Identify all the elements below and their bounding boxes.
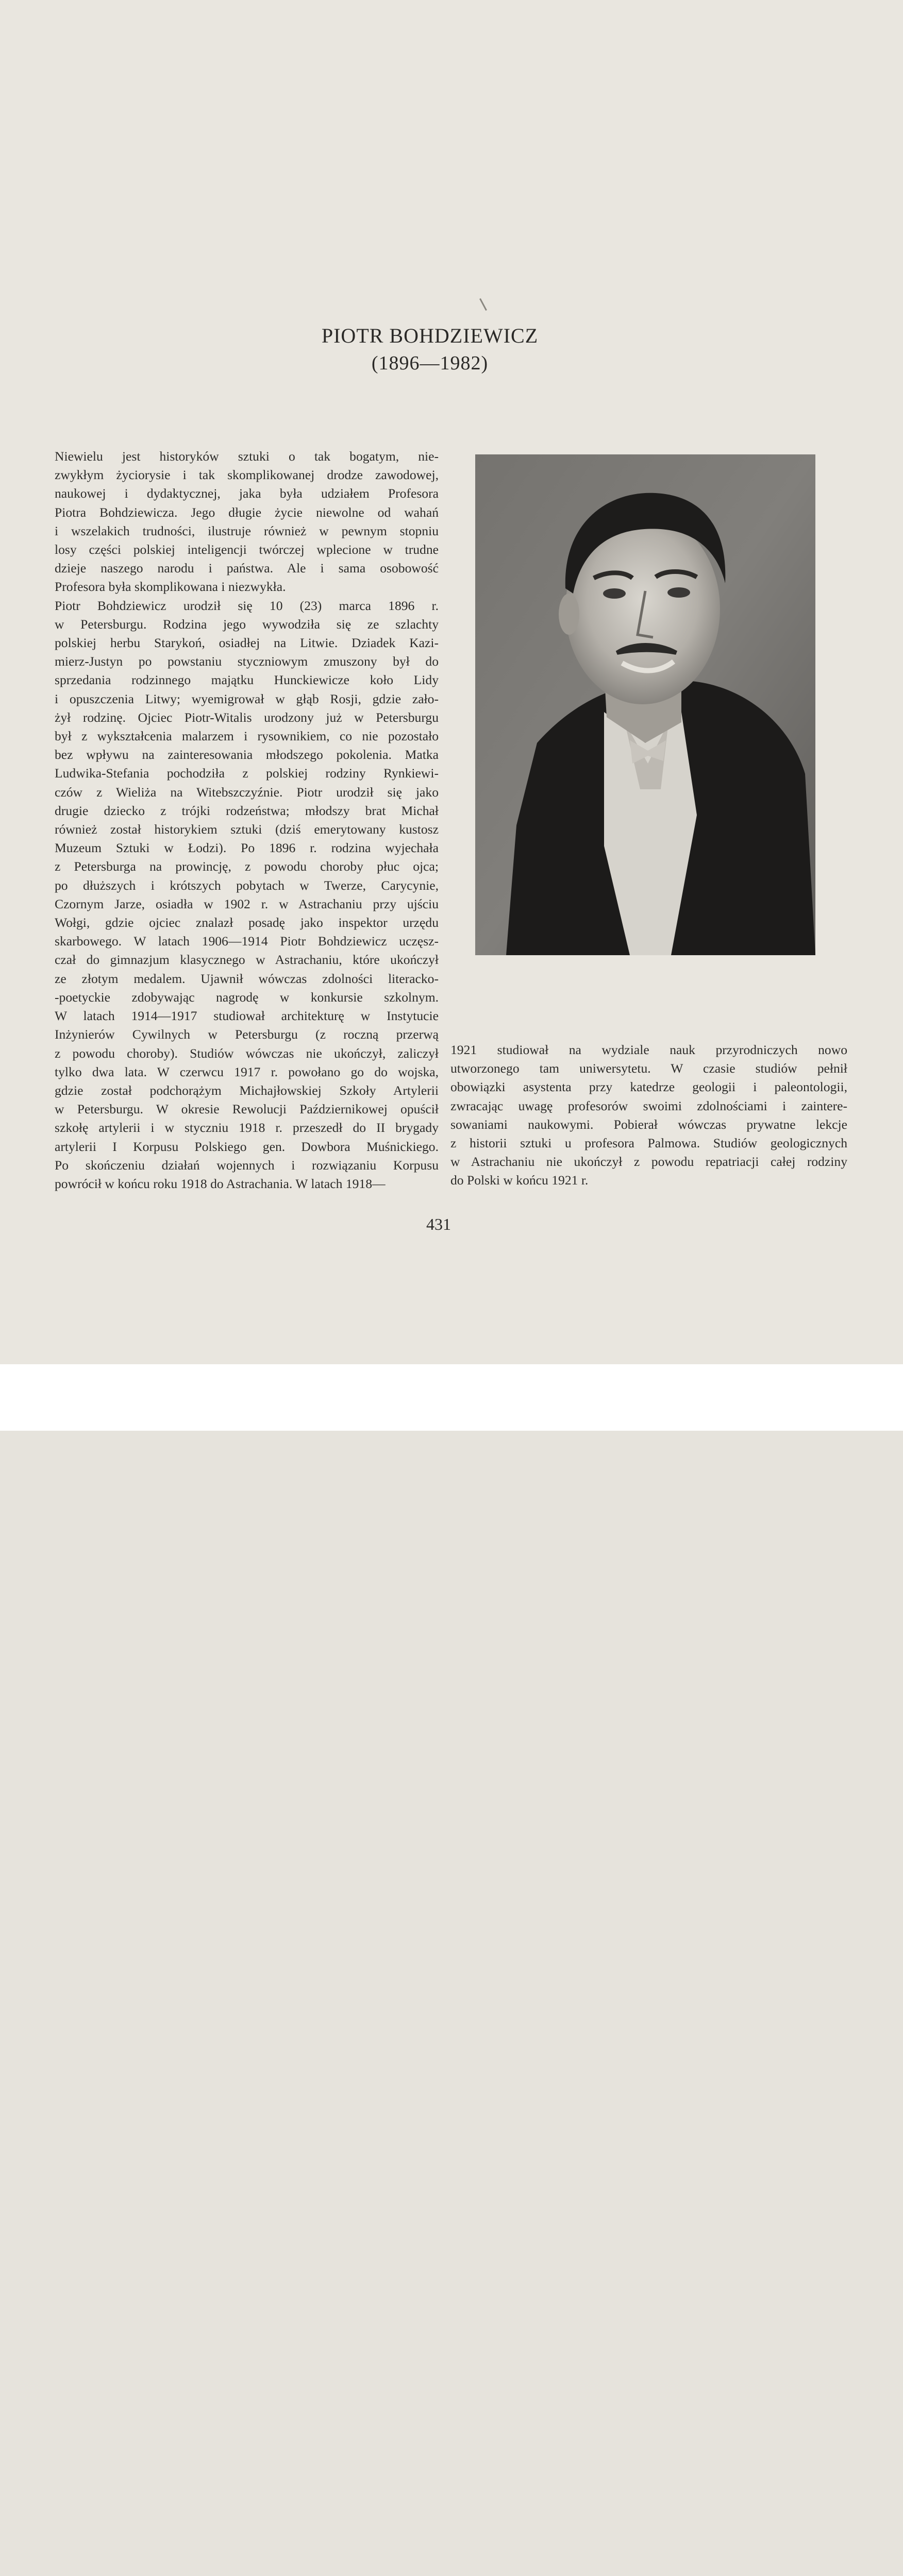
text-line: szkołę artylerii i w styczniu 1918 r. przeszedł do II brygady bbox=[55, 1120, 439, 1136]
text-line: sprzedania rodzinnego majątku Hunckiewicze koło Lidy bbox=[55, 672, 439, 688]
text-line: W latach 1914—1917 studiował architekturę w Instytucie bbox=[55, 1008, 439, 1024]
text-line: do Polski w końcu 1921 r. bbox=[450, 1173, 589, 1188]
text-line: Inżynierów Cywilnych w Petersburgu (z roczną przerwą bbox=[55, 1027, 439, 1042]
text-line: losy części polskiej inteligencji twórczej wplecione w trudne bbox=[55, 542, 439, 557]
text-line: Niewielu jest historyków sztuki o tak bogatym, nie- bbox=[55, 449, 439, 464]
stray-ink-mark bbox=[479, 298, 487, 311]
text-line: i wszelakich trudności, ilustruje również w pewnym stopniu bbox=[55, 523, 439, 538]
page-number: 431 bbox=[426, 1215, 451, 1233]
text-line: polskiej herbu Starykoń, osiadłej na Litwie. Dziadek Kazi- bbox=[55, 635, 439, 651]
text-line: i opuszczenia Litwy; wyemigrował w głąb Rosji, gdzie zało- bbox=[55, 691, 439, 706]
text-line: z Petersburga na prowincję, z powodu choroby płuc ojca; bbox=[55, 859, 439, 874]
article-years: (1896—1982) bbox=[371, 352, 489, 374]
text-line: Profesora była skomplikowana i niezwykła. bbox=[55, 579, 286, 595]
text-line: tylko dwa lata. W czerwcu 1917 r. powołano go do wojska, bbox=[55, 1064, 439, 1079]
text-line: ze złotym medalem. Ujawnił wówczas zdolności literacko- bbox=[55, 971, 439, 986]
text-line: Piotra Bohdziewicza. Jego długie życie niewolne od wahań bbox=[55, 504, 439, 520]
text-line: czał do gimnazjum klasycznego w Astrachaniu, które ukończył bbox=[55, 952, 439, 968]
text-line: Muzeum Sztuki w Łodzi). Po 1896 r. rodzina wyjechała bbox=[55, 840, 439, 856]
portrait-illustration bbox=[475, 454, 815, 955]
text-line: po dłuższych i krótszych pobytach w Twerze, Carycynie, bbox=[55, 877, 439, 893]
text-line: w Petersburgu. W okresie Rewolucji Październikowej opuścił bbox=[55, 1101, 439, 1117]
text-line: artylerii I Korpusu Polskiego gen. Dowbora Muśnickiego. bbox=[55, 1139, 439, 1154]
text-line: zwykłym życiorysie i tak skomplikowanej drodze zawodowej, bbox=[55, 467, 439, 483]
text-line: Po skończeniu działań wojennych i rozwiązaniu Korpusu bbox=[55, 1157, 439, 1173]
portrait-photograph bbox=[475, 454, 815, 955]
text-line: żył rodzinę. Ojciec Piotr-Witalis urodzony już w Petersburgu bbox=[55, 709, 439, 725]
article-title: PIOTR BOHDZIEWICZ bbox=[321, 324, 539, 347]
text-line: powrócił w końcu roku 1918 do Astrachania. W latach 1918— bbox=[55, 1176, 386, 1191]
text-line: drugie dziecko z trójki rodzeństwa; młodszy brat Michał bbox=[55, 803, 439, 818]
text-line: w Astrachaniu nie ukończył z powodu repatriacji całej rodziny bbox=[450, 1154, 847, 1170]
text-line: naukowej i dydaktycznej, jaka była udziałem Profesora bbox=[55, 486, 439, 501]
text-line: z powodu choroby). Studiów wówczas nie ukończył, zaliczył bbox=[55, 1045, 439, 1061]
text-line: skarbowego. W latach 1906—1914 Piotr Bohdziewicz uczęsz- bbox=[55, 934, 439, 949]
text-line: obowiązki asystenta przy katedrze geologii i paleontologii, bbox=[450, 1079, 847, 1095]
text-line: utworzonego tam uniwersytetu. W czasie studiów pełnił bbox=[450, 1061, 847, 1076]
text-line: bez wpływu na zainteresowania młodszego pokolenia. Matka bbox=[55, 747, 439, 762]
text-line: w Petersburgu. Rodzina jego wywodziła się ze szlachty bbox=[55, 616, 439, 632]
library-footer bbox=[0, 1364, 903, 1431]
text-line: również został historykiem sztuki (dziś emerytowany kustosz bbox=[55, 822, 439, 837]
right-text-column bbox=[450, 1041, 847, 1190]
text-line: Ludwika-Stefania pochodziła z polskiej rodziny Rynkiewi- bbox=[55, 766, 439, 781]
text-line: był z wykształcenia malarzem i rysownikiem, co nie pozostało bbox=[55, 728, 439, 744]
text-line: -poetyckie zdobywając nagrodę w konkursie szkolnym. bbox=[55, 989, 439, 1005]
text-line: dzieje naszego narodu i państwa. Ale i sama osobowość bbox=[55, 561, 439, 576]
text-line: Czornym Jarze, osiadła w 1902 r. w Astrachaniu przy ujściu bbox=[55, 896, 439, 911]
text-line: Wołgi, gdzie ojciec znalazł posadę jako inspektor urzędu bbox=[55, 915, 439, 930]
text-line: 1921 studiował na wydziale nauk przyrodniczych nowo bbox=[450, 1042, 847, 1057]
text-line: zwracając uwagę profesorów swoimi zdolnościami i zaintere- bbox=[450, 1098, 847, 1113]
text-line: Piotr Bohdziewicz urodził się 10 (23) marca 1896 r. bbox=[55, 598, 439, 613]
text-line: z historii sztuki u profesora Palmowa. Studiów geologicznych bbox=[450, 1136, 847, 1151]
text-line: sowaniami naukowymi. Pobierał wówczas prywatne lekcje bbox=[450, 1116, 847, 1132]
text-line: gdzie został podchorążym Michajłowskiej Szkoły Artylerii bbox=[55, 1082, 439, 1098]
text-line: czów z Wieliża na Witebszczyźnie. Piotr urodził się jako bbox=[55, 784, 439, 800]
left-text-column bbox=[55, 447, 439, 1193]
text-line: mierz-Justyn po powstaniu styczniowym zmuszony był do bbox=[55, 654, 439, 669]
